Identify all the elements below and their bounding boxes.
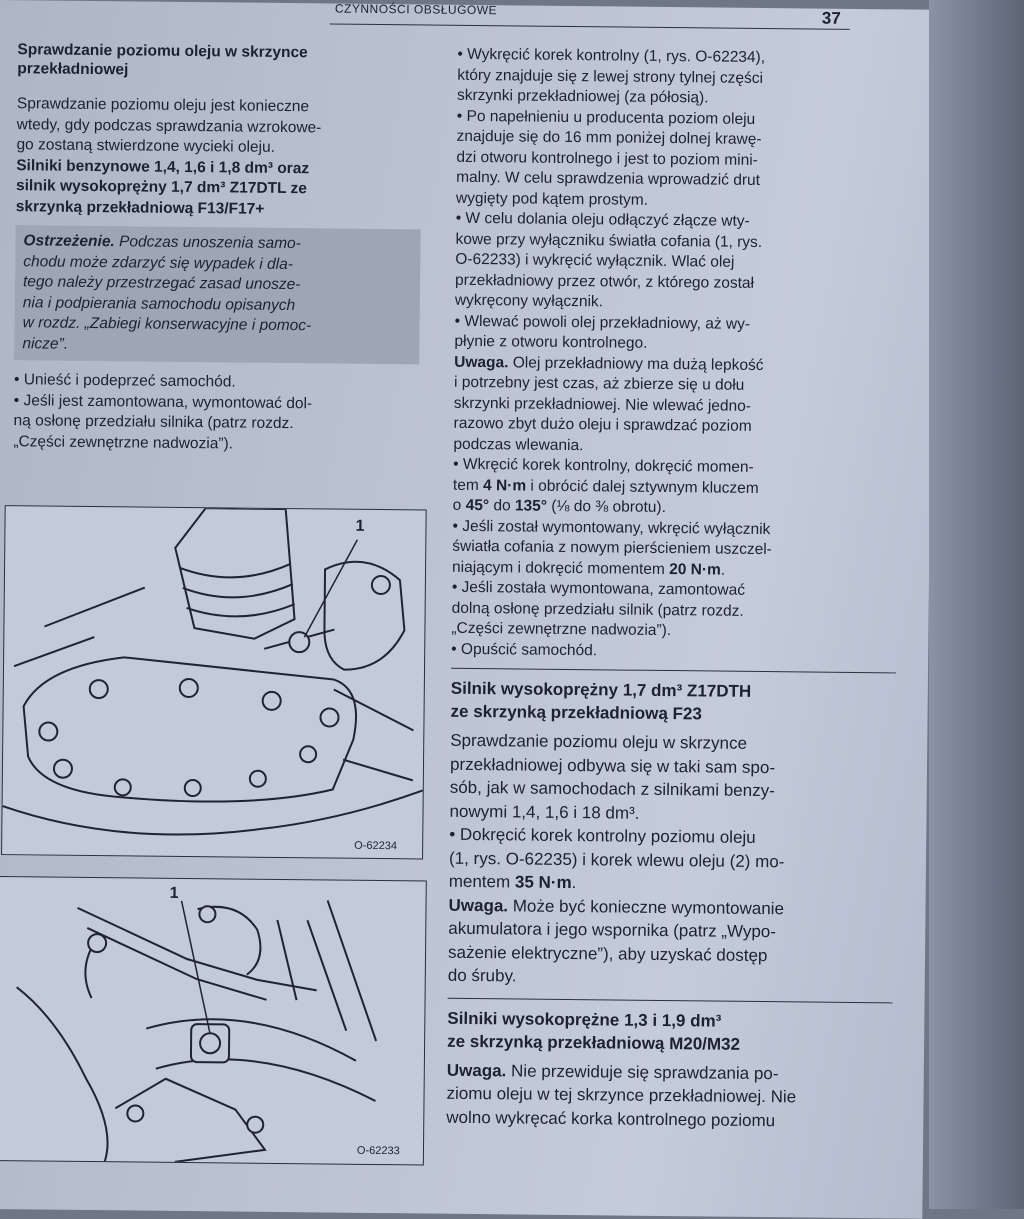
note-text: akumulatora i jego wspornika (patrz „Wypo- [448, 918, 777, 942]
text-line: płynie z otworu kontrolnego. [454, 332, 648, 352]
note-text: skrzynki przekładniowej. Nie wlewać jedno- [453, 394, 752, 415]
text-line: wygięty pod kątem prostym. [455, 189, 649, 209]
warning-text: Podczas unoszenia samo- [114, 233, 301, 253]
warning-text: nicze”. [22, 334, 69, 353]
text-fragment: i obrócić dalej sztywnym kluczem [526, 477, 759, 497]
note-text: do śruby. [447, 965, 517, 986]
text-line: kowe przy wyłączniku światła cofania (1, rys. [455, 230, 763, 251]
text-line: skrzynki przekładniowej (za półosią). [456, 86, 709, 107]
section-heading-line: Sprawdzanie poziomu oleju w skrzynce [17, 41, 308, 62]
torque-value: 35 N·m [514, 872, 572, 893]
torque-value: 20 N·m [669, 560, 721, 579]
text-line: przekładniowej odbywa się w taki sam spo- [449, 754, 776, 777]
text-line: dolną osłonę przedziału silnik (patrz rozdz. [451, 599, 744, 620]
angle-value: 135° [514, 497, 548, 515]
text-line: • Opuścić samochód. [451, 640, 598, 659]
warning-text: tego należy przestrzegać zasad unosze- [22, 273, 301, 294]
note-text: podczas wlewania. [453, 435, 584, 454]
text-line: • Jeśli został wymontowany, wkręcić wyłącznik [452, 517, 771, 538]
figure-reverse-switch [0, 876, 427, 1165]
text-line: „Części zewnętrzne nadwozia”). [451, 619, 672, 640]
section-heading-line: przekładniowej [17, 60, 129, 79]
text-line: • Jeśli została wymontowana, zamontować [451, 578, 746, 599]
note-label: Uwaga. [448, 895, 509, 915]
page-edge-shadow [929, 0, 1024, 1209]
text-line: • Wykręcić korek kontrolny (1, rys. O-62234), [457, 45, 766, 67]
text-line: O-62233) i wykręcić wyłącznik. Wlać olej [455, 250, 735, 271]
page-number: 37 [821, 8, 841, 28]
note-text: sażenie elektryczne”), aby uzyskać dostęp [447, 942, 768, 965]
intro-line: go zostaną stwierdzone wycieki oleju. [16, 136, 276, 156]
section-title [450, 677, 895, 728]
header-rule [330, 23, 850, 29]
note-text: Nie przewiduje się sprawdzania po- [506, 1060, 779, 1083]
switch-drawing [0, 877, 426, 1164]
note-text: razowo zbyt dużo oleju i sprawdzać poziom [453, 414, 752, 435]
text-line: dzi otworu kontrolnego i jest to poziom mini- [456, 148, 758, 169]
figure-gearbox-plug [1, 505, 427, 859]
text-line: • W celu dolania oleju odłączyć złącze wty- [455, 209, 750, 230]
gearbox-drawing [2, 506, 426, 858]
warning-text: nia i podpierania samochodu opisanych [22, 293, 296, 314]
angle-value: 45° [465, 496, 490, 515]
text-line: • Wlewać powoli olej przekładniowy, aż wy- [454, 312, 751, 333]
warning-text: chodu może zdarzyć się wypadek i dla- [23, 252, 293, 273]
section-title-line: ze skrzynką przekładniową F23 [450, 701, 703, 724]
text-fragment: . [720, 561, 726, 579]
warning-text: w rozdz. „Zabiegi konserwacyjne i pomoc- [22, 314, 312, 335]
text-line: • Wkręcić korek kontrolny, dokręcić momen- [453, 455, 754, 476]
section-divider [448, 997, 893, 1003]
intro-line: Sprawdzanie poziomu oleju jest konieczne [16, 95, 310, 116]
figure-callout: 1 [169, 884, 179, 902]
text-line: • Dokręcić korek kontrolny poziomu oleju [449, 824, 756, 847]
text-line: • Po napełnieniu u producenta poziom oleju [456, 107, 756, 128]
text-line: Sprawdzanie poziomu oleju w skrzynce [450, 730, 748, 753]
note-label: Uwaga. [446, 1060, 507, 1080]
section-title [447, 1006, 892, 1057]
subheading-line: silnik wysokoprężny 1,7 dm³ Z17DTL ze [15, 177, 308, 198]
warning-label: Ostrzeżenie. [23, 232, 115, 251]
step-item: • Unieść i podeprzeć samochód. [14, 370, 419, 395]
step-item: • Jeśli jest zamontowana, wymontować dol- [14, 391, 419, 416]
text-line: (1, rys. O-62235) i korek wlewu oleju (2) mo- [448, 848, 785, 871]
section-title-line: Silnik wysokoprężny 1,7 dm³ Z17DTH [450, 678, 752, 701]
text-line: znajduje się do 16 mm poniżej dolnej krawę- [456, 127, 762, 148]
text-line: przekładniowy przez otwór, z którego został [455, 271, 755, 292]
subheading-line: Silniki benzynowe 1,4, 1,6 i 1,8 dm³ oraz [16, 156, 310, 177]
section-divider [451, 668, 896, 674]
intro-line: wtedy, gdy podczas sprawdzania wzrokowe- [16, 115, 322, 136]
note-text: ziomu oleju w tej skrzynce przekładniowej. Nie [446, 1083, 797, 1107]
text-fragment: . [571, 873, 577, 893]
subheading-line: skrzynką przekładniową F13/F17+ [15, 197, 265, 218]
text-fragment: mentem [448, 871, 516, 892]
figure-code: O-62233 [356, 1144, 400, 1158]
figure-code: O-62234 [354, 839, 398, 853]
section-title-line: ze skrzynką przekładniową M20/M32 [447, 1031, 741, 1054]
text-fragment: niającym i dokręcić momentem [452, 558, 670, 578]
step-item-cont: ną osłonę przedziału silnika (patrz rozdz. [13, 412, 294, 433]
running-head: CZYNNOŚCI OBSŁUGOWE [334, 1, 498, 18]
note-label: Uwaga. [454, 353, 509, 371]
section-body [446, 1058, 892, 1133]
right-column [446, 45, 902, 1134]
warning-box [14, 225, 420, 364]
text-line: światła cofania z nowym pierścieniem uszczel- [452, 537, 772, 559]
section-body [448, 729, 896, 992]
text-line: sób, jak w samochodach z silnikami benzy- [449, 777, 775, 801]
text-fragment: do [489, 497, 516, 515]
note-text: Może być konieczne wymontowanie [507, 895, 785, 918]
note-text: wolno wykręcać korka kontrolnego poziomu [446, 1107, 776, 1130]
text-fragment: tem [452, 476, 484, 494]
left-column [13, 40, 422, 456]
note-text: i potrzebny jest czas, aż zbierze się u dołu [453, 373, 745, 394]
text-line: malny. W celu sprawdzenia wprowadzić drut [456, 168, 761, 189]
note-text: Olej przekładniowy ma dużą lepkość [508, 353, 764, 374]
text-line: wykręcony wyłącznik. [454, 291, 604, 311]
text-fragment: o [452, 496, 466, 514]
text-line: nowymi 1,4, 1,6 i 18 dm³. [449, 801, 640, 823]
torque-value: 4 N·m [483, 476, 527, 495]
text-line: który znajduje się z lewej strony tylnej części [457, 66, 764, 87]
step-item-cont: „Części zewnętrzne nadwozia”). [13, 432, 234, 452]
section-title-line: Silniki wysokoprężne 1,3 i 1,9 dm³ [447, 1008, 722, 1031]
figure-callout: 1 [355, 517, 365, 535]
text-fragment: (⅛ do ⅜ obrotu). [546, 497, 667, 517]
